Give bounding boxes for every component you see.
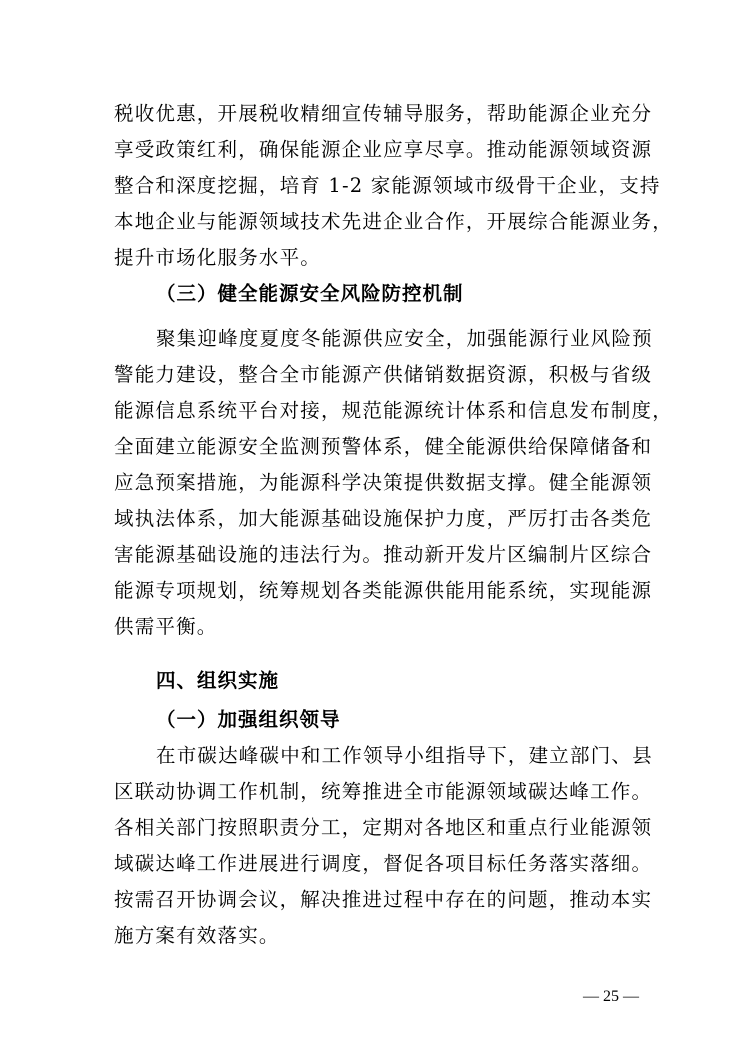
text-line: 能源专项规划，统筹规划各类能源供能用能系统，实现能源 <box>114 579 653 602</box>
text-line: 享受政策红利，确保能源企业应享尽享。推动能源领域资源 <box>114 138 653 161</box>
text-line: 域碳达峰工作进展进行调度，督促各项目标任务落实落细。 <box>114 852 653 875</box>
text-line: 施方案有效落实。 <box>114 924 280 947</box>
text-line: 聚集迎峰度夏度冬能源供应安全，加强能源行业风险预 <box>156 327 653 350</box>
text-line: 供需平衡。 <box>114 615 218 638</box>
text-line: 各相关部门按照职责分工，定期对各地区和重点行业能源领 <box>114 816 653 839</box>
text-line: 在市碳达峰碳中和工作领导小组指导下，建立部门、县 <box>156 744 653 767</box>
text-line: 应急预案措施，为能源科学决策提供数据支撑。健全能源领 <box>114 471 653 494</box>
text-line: 区联动协调工作机制，统筹推进全市能源领域碳达峰工作。 <box>114 780 653 803</box>
text-line: 能源信息系统平台对接，规范能源统计体系和信息发布制度， <box>114 399 673 422</box>
text-line: 提升市场化服务水平。 <box>114 246 322 269</box>
paragraph-energy-security <box>114 321 673 645</box>
text-line: 税收优惠，开展税收精细宣传辅导服务，帮助能源企业充分 <box>114 102 653 125</box>
page-number: — 25 — <box>583 988 639 1005</box>
text-line: 整合和深度挖掘，培育 1-2 家能源领域市级骨干企业，支持 <box>114 174 661 197</box>
text-line: 全面建立能源安全监测预警体系，健全能源供给保障储备和 <box>114 435 653 458</box>
text-line: 本地企业与能源领域技术先进企业合作，开展综合能源业务， <box>114 210 673 233</box>
section-3-subheading: （三）健全能源安全风险防控机制 <box>156 282 464 305</box>
text-line: 域执法体系，加大能源基础设施保护力度，严厉打击各类危 <box>114 507 653 530</box>
paragraph-organization-leadership <box>114 738 654 954</box>
text-line: 害能源基础设施的违法行为。推动新开发片区编制片区综合 <box>114 543 653 566</box>
paragraph-tax-incentives <box>114 96 673 276</box>
text-line: 按需召开协调会议，解决推进过程中存在的问题，推动本实 <box>114 888 653 911</box>
text-line: 警能力建设，整合全市能源产供储销数据资源，积极与省级 <box>114 363 653 386</box>
section-4-1-subheading: （一）加强组织领导 <box>156 708 341 731</box>
section-4-heading: 四、组织实施 <box>156 669 280 692</box>
